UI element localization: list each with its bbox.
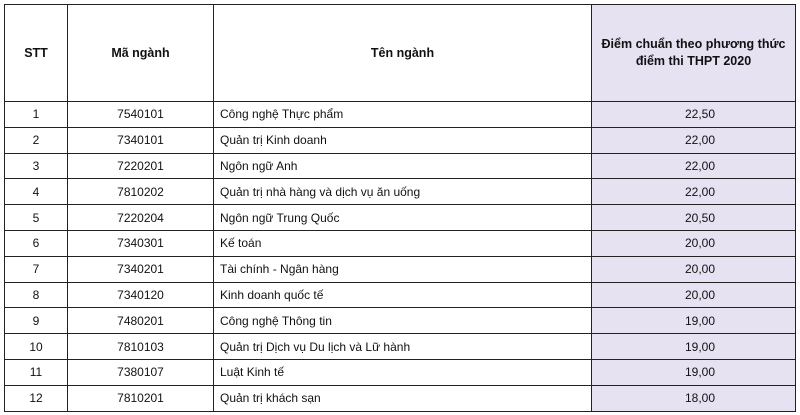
cell-stt: 12 [5,385,68,411]
cell-stt: 6 [5,230,68,256]
cell-score: 19,00 [592,359,796,385]
cell-major-code: 7380107 [68,359,214,385]
cell-major-name: Quản trị Kinh doanh [214,127,592,153]
cell-stt: 7 [5,256,68,282]
header-score: Điểm chuẩn theo phương thức điểm thi THPT 2020 [592,5,796,102]
admission-scores-table [4,4,796,412]
cell-major-code: 7810202 [68,179,214,205]
table-row [5,153,796,179]
cell-major-name: Tài chính - Ngân hàng [214,256,592,282]
cell-major-code: 7340301 [68,230,214,256]
cell-major-name: Công nghệ Thông tin [214,308,592,334]
table-row [5,308,796,334]
cell-score: 20,00 [592,282,796,308]
cell-major-code: 7810103 [68,334,214,360]
cell-stt: 8 [5,282,68,308]
table-row [5,359,796,385]
cell-major-name: Kinh doanh quốc tế [214,282,592,308]
cell-major-name: Luật Kinh tế [214,359,592,385]
cell-major-name: Quản trị Dịch vụ Du lịch và Lữ hành [214,334,592,360]
cell-score: 22,50 [592,102,796,128]
cell-major-name: Ngôn ngữ Trung Quốc [214,205,592,231]
cell-major-code: 7540101 [68,102,214,128]
cell-stt: 1 [5,102,68,128]
header-major-code: Mã ngành [68,5,214,102]
cell-stt: 11 [5,359,68,385]
table-row [5,127,796,153]
cell-score: 22,00 [592,153,796,179]
header-major-name: Tên ngành [214,5,592,102]
cell-major-code: 7340101 [68,127,214,153]
table-row [5,385,796,411]
cell-score: 20,00 [592,256,796,282]
table-row [5,334,796,360]
table-row [5,256,796,282]
cell-major-code: 7810201 [68,385,214,411]
cell-score: 20,50 [592,205,796,231]
cell-major-name: Kế toán [214,230,592,256]
table-row [5,205,796,231]
cell-stt: 9 [5,308,68,334]
cell-score: 22,00 [592,179,796,205]
cell-stt: 5 [5,205,68,231]
cell-score: 20,00 [592,230,796,256]
table-row [5,282,796,308]
cell-major-code: 7220201 [68,153,214,179]
cell-score: 18,00 [592,385,796,411]
cell-major-code: 7220204 [68,205,214,231]
cell-major-code: 7340201 [68,256,214,282]
cell-score: 22,00 [592,127,796,153]
cell-major-name: Công nghệ Thực phẩm [214,102,592,128]
cell-major-name: Ngôn ngữ Anh [214,153,592,179]
cell-score: 19,00 [592,308,796,334]
cell-stt: 4 [5,179,68,205]
cell-major-code: 7480201 [68,308,214,334]
header-stt: STT [5,5,68,102]
table-header-row [5,5,796,102]
cell-major-name: Quản trị nhà hàng và dịch vụ ăn uống [214,179,592,205]
cell-stt: 10 [5,334,68,360]
cell-stt: 3 [5,153,68,179]
cell-stt: 2 [5,127,68,153]
table-row [5,179,796,205]
cell-major-code: 7340120 [68,282,214,308]
table-body [5,102,796,412]
cell-score: 19,00 [592,334,796,360]
table-row [5,102,796,128]
table-row [5,230,796,256]
cell-major-name: Quản trị khách sạn [214,385,592,411]
